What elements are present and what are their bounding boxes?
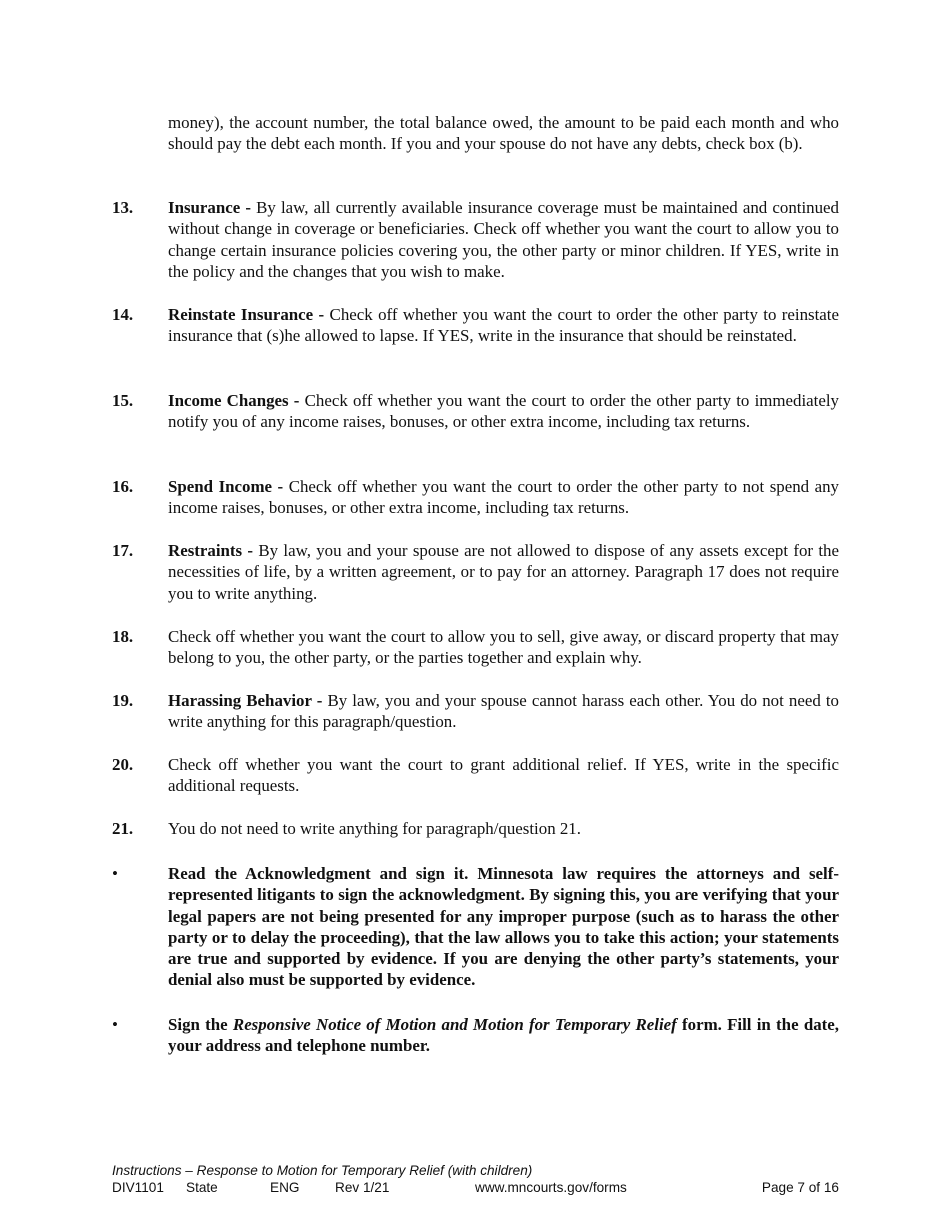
bullet-sign-form [112,1014,839,1057]
item-heading: Spend Income - [168,477,284,496]
item-number: 21. [112,819,134,838]
footer-language: ENG [270,1180,300,1195]
item-text: Check off whether you want the court to allow you to sell, give away, or discard property that may belong to you, the other party, or the parties together and explain why. [168,627,839,668]
footer-jurisdiction: State [186,1180,218,1195]
item-text: You do not need to write anything for paragraph/question 21. [168,819,581,838]
footer-form-id: DIV1101 [112,1180,164,1195]
item-heading: Restraints - [168,541,254,560]
item-heading: Income Changes - [168,391,300,410]
footer-revision: Rev 1/21 [335,1180,390,1195]
item-number: 17. [112,541,134,560]
item-19 [112,690,839,733]
bullet-acknowledgment [112,863,839,991]
footer-url: www.mncourts.gov/forms [475,1180,627,1195]
item-text: Check off whether you want the court to order the other party to reinstate insurance that (s)he allowed to lapse. If YES, write in the insurance that should be reinstated. [168,305,839,346]
acknowledgment-text: Read the Acknowledgment and sign it. Minnesota law requires the attorneys and self-represented litigants to sign the acknowledgment. By signing this, you are verifying that your legal papers are not being presented for any improper purpose (such as to harass the other party or to delay the proceeding), that the law allows you to take this action; your statements are true and supported by evidence. If you are denying the other party’s statements, your denial also must be supported by evidence. [168,864,839,990]
item-text: Check off whether you want the court to order the other party to not spend any income raises, bonuses, or other extra income, including tax returns. [168,477,839,518]
item-15 [112,390,839,433]
item-20 [112,754,839,797]
item-text: Check off whether you want the court to grant additional relief. If YES, write in the specific additional requests. [168,755,839,796]
item-16 [112,476,839,519]
item-number: 14. [112,305,134,324]
item-13 [112,197,839,282]
bullet-marker: • [112,1015,118,1034]
bullet-marker: • [112,864,118,883]
item-text: Check off whether you want the court to order the other party to immediately notify you of any income raises, bonuses, or other extra income, including tax returns. [168,391,839,432]
item-14 [112,304,839,347]
intro-paragraph [112,112,839,155]
item-text: By law, you and your spouse cannot harass each other. You do not need to write anything for this paragraph/question. [168,691,839,732]
sign-suffix: form. Fill in the date, your address and telephone number. [168,1015,839,1056]
item-number: 20. [112,755,134,774]
item-heading: Insurance - [168,198,252,217]
item-number: 13. [112,198,134,217]
item-number: 15. [112,391,134,410]
item-17 [112,540,839,604]
footer-page-number: Page 7 of 16 [761,1180,839,1195]
item-heading: Reinstate Insurance - [168,305,325,324]
item-21 [112,818,839,839]
item-number: 18. [112,627,134,646]
item-number: 16. [112,477,134,496]
sign-form-name: Responsive Notice of Motion and Motion for Temporary Relief [232,1015,677,1034]
item-number: 19. [112,691,134,710]
item-heading: Harassing Behavior - [168,691,323,710]
intro-text: money), the account number, the total balance owed, the amount to be paid each month and who should pay the debt each month. If you and your spouse do not have any debts, check box (b). [168,113,839,154]
footer-title: Instructions – Response to Motion for Temporary Relief (with children) [112,1163,533,1178]
item-text: By law, all currently available insurance coverage must be maintained and continued without change in coverage or beneficiaries. Check off whether you want the court to allow you to change certain insurance policies covering you, the other party or minor children. If YES, write in the policy and the changes that you wish to make. [168,198,839,281]
item-text: By law, you and your spouse are not allowed to dispose of any assets except for the necessities of life, by a written agreement, or to pay for an attorney. Paragraph 17 does not require you to write anything. [168,541,840,603]
sign-prefix: Sign the [168,1015,233,1034]
item-18 [112,626,839,669]
page-footer [112,1162,839,1196]
